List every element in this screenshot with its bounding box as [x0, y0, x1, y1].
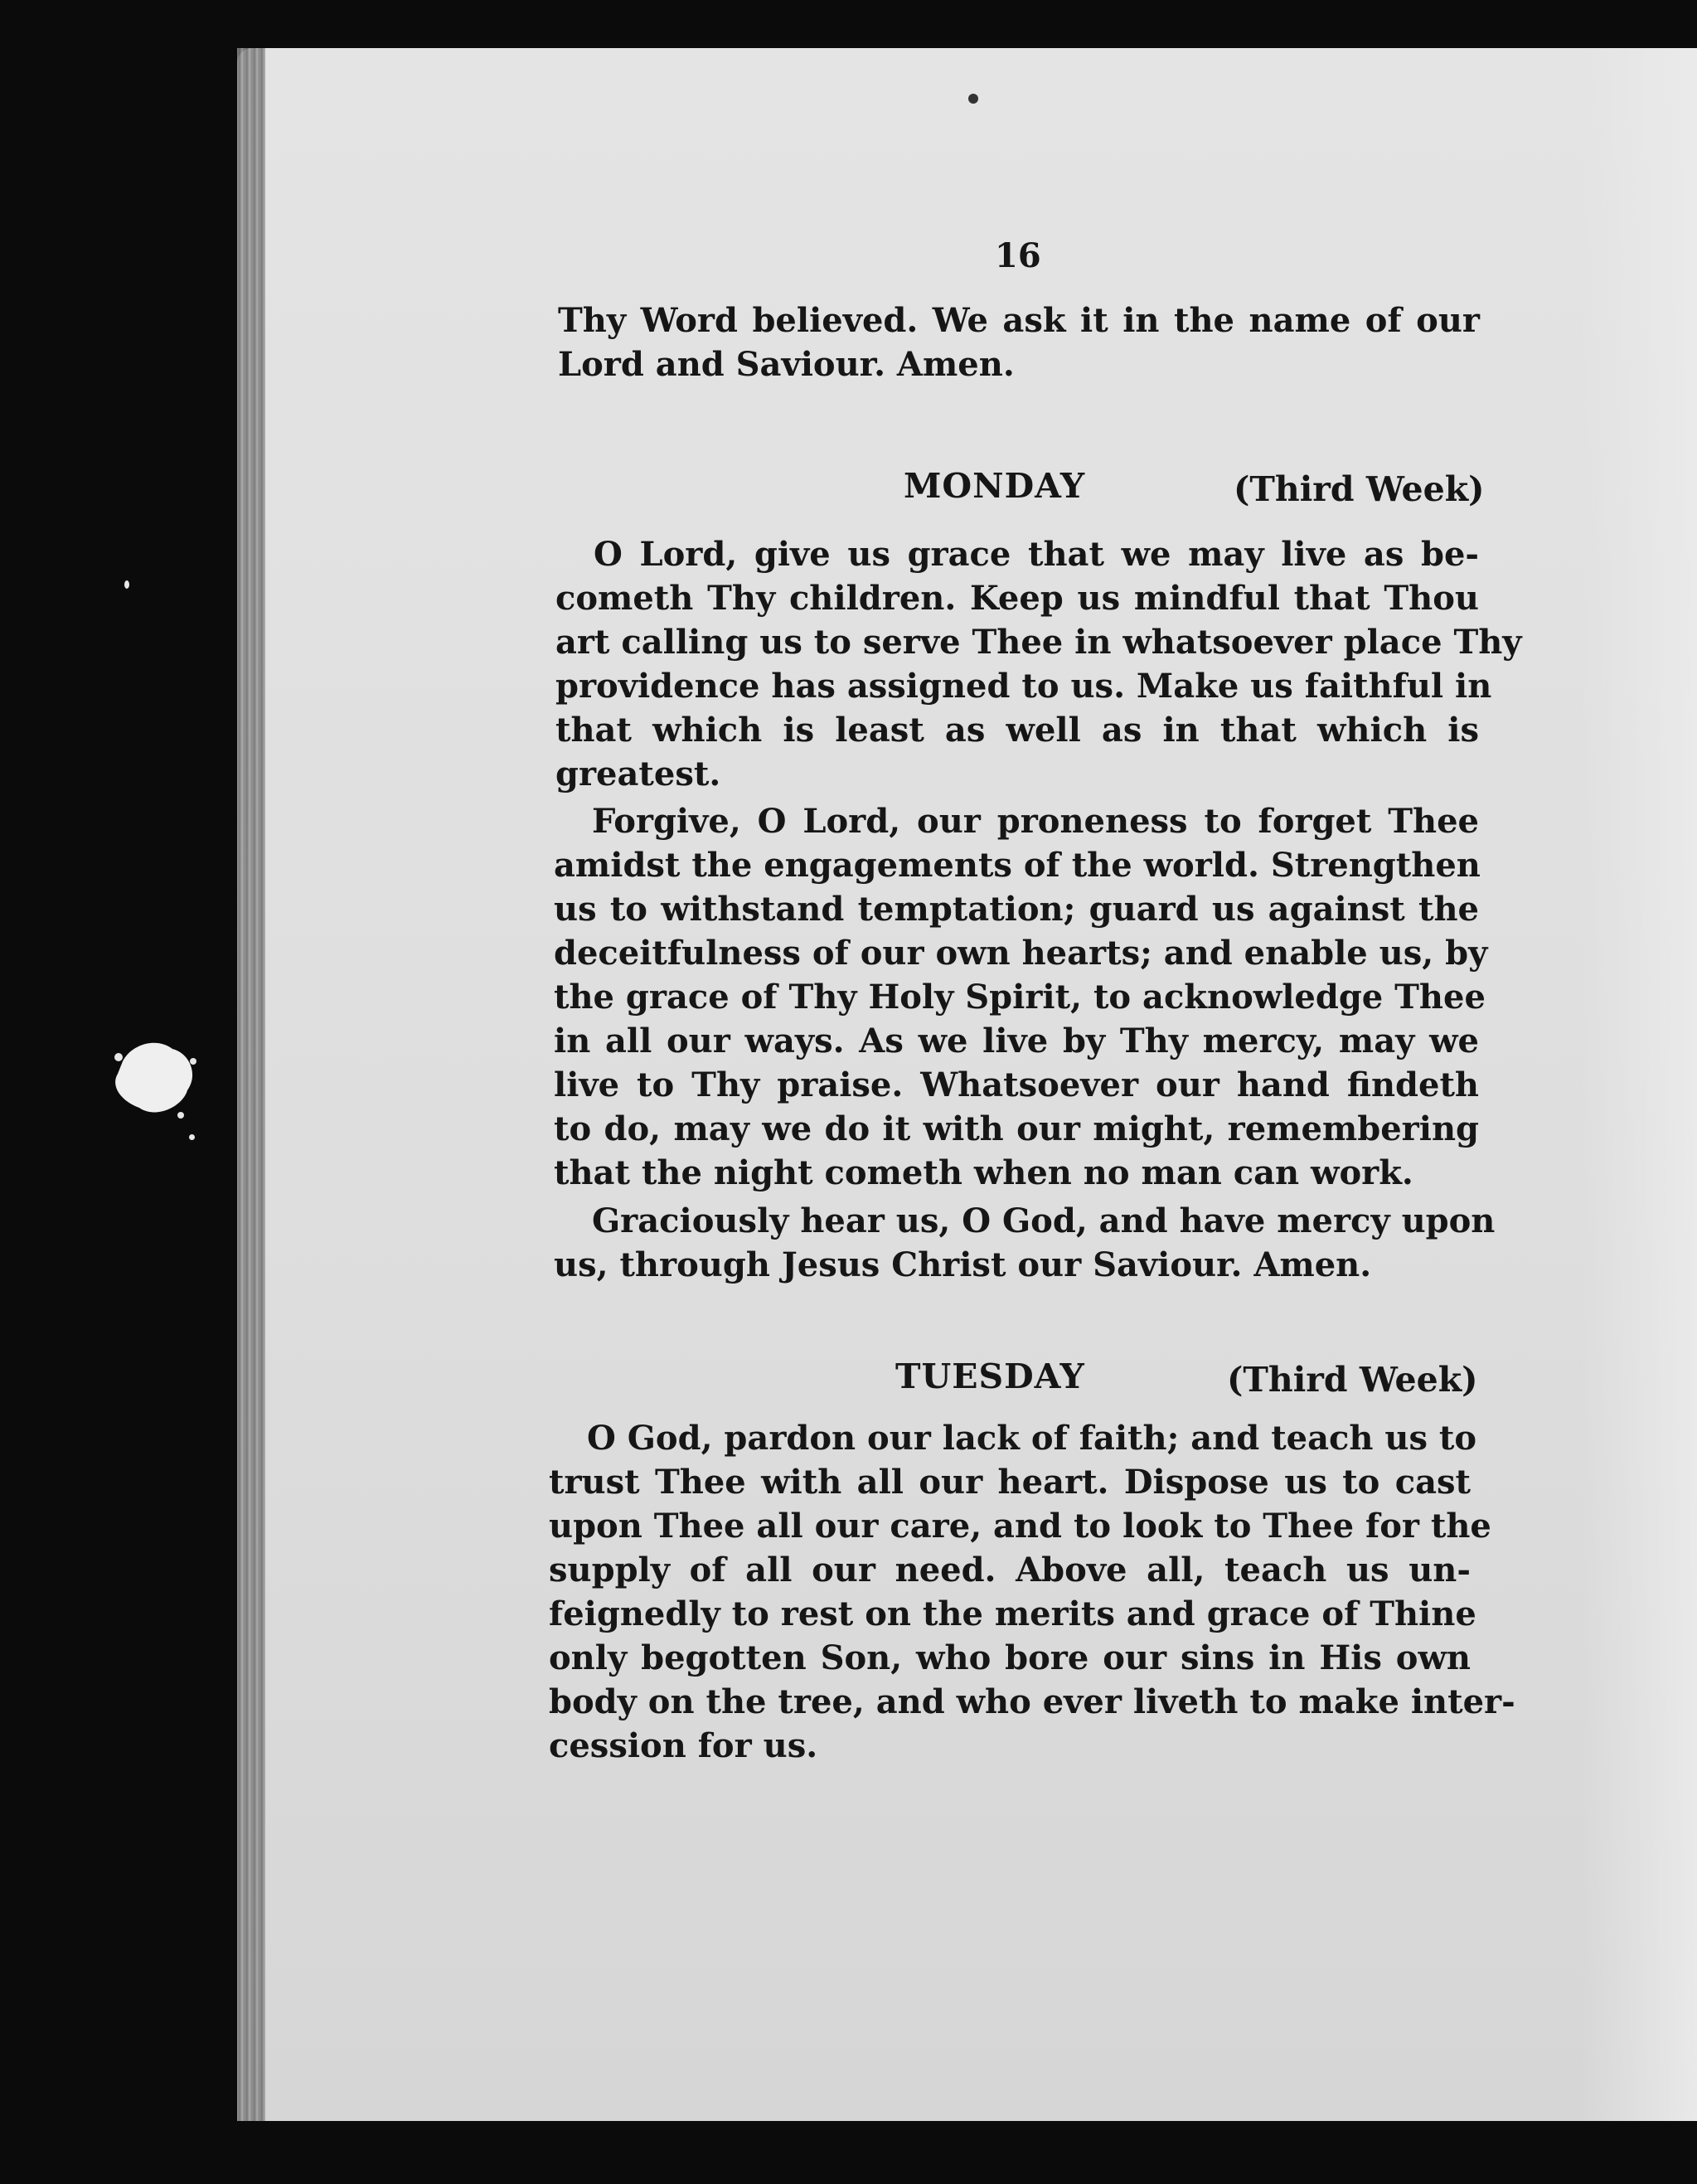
- scan-speck: [124, 580, 129, 589]
- text-line: Thy Word believed. We ask it in the name of our: [558, 301, 1480, 340]
- page-edge-fade: [1581, 48, 1697, 2121]
- scan-speck: [189, 1134, 195, 1140]
- text-line: supply of all our need. Above all, teach us un-: [549, 1551, 1471, 1589]
- text-line: body on the tree, and who ever liveth to make inter-: [549, 1682, 1515, 1721]
- text-line: cometh Thy children. Keep us mindful that Thou: [555, 579, 1479, 618]
- text-line: providence has assigned to us. Make us faithful in: [555, 667, 1492, 706]
- text-line: greatest.: [555, 755, 721, 794]
- text-line: cession for us.: [549, 1726, 818, 1765]
- text-line: amidst the engagements of the world. Strengthen: [554, 846, 1481, 885]
- page-binding-edge: [237, 48, 265, 2121]
- text-line: deceitfulness of our own hearts; and enable us, by: [554, 934, 1488, 973]
- text-line: Lord and Saviour. Amen.: [558, 345, 1015, 384]
- text-line: the grace of Thy Holy Spirit, to acknowledge Thee: [554, 978, 1486, 1017]
- text-line: us to withstand temptation; guard us against the: [554, 890, 1479, 929]
- text-line: Graciously hear us, O God, and have mercy upon: [592, 1201, 1496, 1240]
- monday-week-label: (Third Week): [1234, 469, 1485, 509]
- page-number: 16: [995, 236, 1041, 275]
- text-line: Forgive, O Lord, our proneness to forget Thee: [592, 802, 1479, 841]
- tuesday-paragraph-1: [549, 1416, 1515, 1768]
- text-line: O Lord, give us grace that we may live as be-: [594, 535, 1479, 574]
- monday-paragraph-2: [554, 799, 1488, 1195]
- text-line: live to Thy praise. Whatsoever our hand findeth: [554, 1065, 1479, 1104]
- text-line: in all our ways. As we live by Thy mercy, may we: [554, 1022, 1479, 1060]
- text-line: upon Thee all our care, and to look to Thee for the: [549, 1507, 1491, 1546]
- text-line: that the night cometh when no man can work.: [554, 1153, 1413, 1192]
- tuesday-week-label: (Third Week): [1227, 1360, 1478, 1400]
- text-line: only begotten Son, who bore our sins in His own: [549, 1638, 1471, 1677]
- text-line: to do, may we do it with our might, remembering: [554, 1109, 1479, 1148]
- monday-paragraph-1: [555, 532, 1522, 796]
- text-line: feignedly to rest on the merits and grace of Thine: [549, 1594, 1476, 1633]
- paper-damage-spot: [106, 1028, 206, 1128]
- continued-prayer-ending: [558, 298, 1480, 386]
- text-line: us, through Jesus Christ our Saviour. Amen.: [554, 1245, 1372, 1284]
- text-line: that which is least as well as in that which is: [555, 711, 1479, 750]
- text-line: trust Thee with all our heart. Dispose us to cast: [549, 1463, 1471, 1502]
- text-line: O God, pardon our lack of faith; and teach us to: [587, 1419, 1477, 1458]
- monday-paragraph-3: [554, 1199, 1496, 1287]
- page-hole-mark: [968, 94, 978, 104]
- text-line: art calling us to serve Thee in whatsoever place Thy: [555, 623, 1522, 662]
- monday-heading: MONDAY: [904, 466, 1086, 506]
- tuesday-heading: TUESDAY: [895, 1357, 1085, 1396]
